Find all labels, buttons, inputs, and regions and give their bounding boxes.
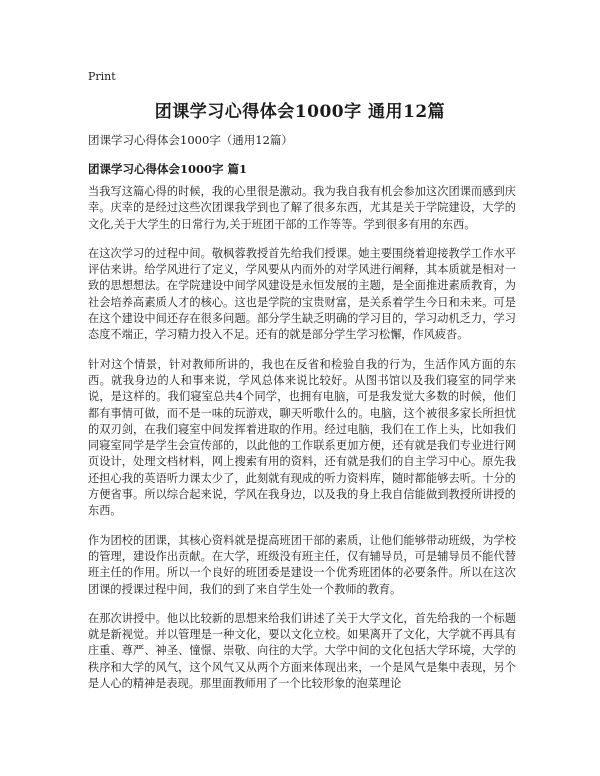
section-heading: 团课学习心得体会1000字 篇1: [88, 162, 248, 176]
paragraph-2: 在这次学习的过程中间。敬枫蓉教授首先给我们授课。她主要围绕着迎接教学工作水平评估来讲。给学风进行了定义，学风要从内而外的对学风进行阐释，其本质就是相对一致的思想想法。在学院建设中间学风建设是永恒发展的主题，是全面推进素质教育，为社会培养高素质人才的核心。这也是学院的宝贵财富，是关系着学生今日和未来。可是在这个建设中间还存在很多问题。部分学生缺乏明确的学习目的，学习动机乏力，学习态度不端正，学习精力投入不足。还有的就是部分学生学习松懈，作风疲沓。: [88, 246, 516, 342]
paragraph-3: 针对这个情景，针对教师所讲的，我也在反省和检验自我的行为，生活作风方面的东西。就我身边的人和事来说，学风总体来说比较好。从图书馆以及我们寝室的同学来说，是这样的。我们寝室总共4个同学，也拥有电脑，可是我发觉大多数的时候，他们都有事情可做，而不是一味的玩游戏，聊天听歌什么的。电脑，这个被很多家长所担忧的双刃剑，在我们寝室中间发挥着进取的作用。经过电脑，我们在工作上头，比如我们同寝室同学是学生会宣传部的，以此他的工作联系更加方便，还有就是我们专业进行网页设计，处理文档材料，网上搜索有用的资料，还有就是我们的自主学习中心。原先我还担心我的英语听力课太少了，此刻就有现成的听力资料库，随时都能够去听。十分的方便省事。所以综合起来说，学风在我身边，以及我的身上我自信能做到教授所讲授的东西。: [88, 357, 516, 518]
paragraph-1: 当我写这篇心得的时候，我的心里很是激动。我为我自我有机会参加这次团课而感到庆幸。庆幸的是经过这些次团课我学到也了解了很多东西，尤其是关于学院建设，大学的文化,关于大学生的日常行为,关于班团干部的工作等等。学到很多有用的东西。: [88, 185, 516, 231]
paragraph-4: 作为团校的团课，其核心资料就是提高班团干部的素质，让他们能够带动班级，为学校的管理，建设作出贡献。在大学，班级没有班主任，仅有辅导员，可是辅导员不能代替班主任的作用。所以一个良好的班团委是建设一个优秀班团体的必要条件。所以在这次团课的授课过程中间，我们的到了来自学生处一个教师的教育。: [88, 533, 516, 596]
article-body: [88, 184, 516, 705]
paragraph-5: 在那次讲授中。他以比较新的思想来给我们讲述了关于大学文化，首先给我的一个标题就是新视觉。并以管理是一种文化，要以文化立校。如果离开了文化，大学就不再具有庄重、尊严、神圣、憧憬、崇敬、向往的大学。大学中间的文化包括大学环境，大学的秩序和大学的风气，这个风气又从两个方面来体现出来，一个是风气是集中表现，另个是人心的精神是表现。那里面教师用了一个比较形象的泡菜理论: [88, 611, 516, 691]
page-title: 团课学习心得体会1000字 通用12篇: [154, 102, 446, 122]
print-link[interactable]: Print: [88, 70, 116, 83]
page-subtitle: 团课学习心得体会1000字（通用12篇）: [88, 133, 293, 147]
